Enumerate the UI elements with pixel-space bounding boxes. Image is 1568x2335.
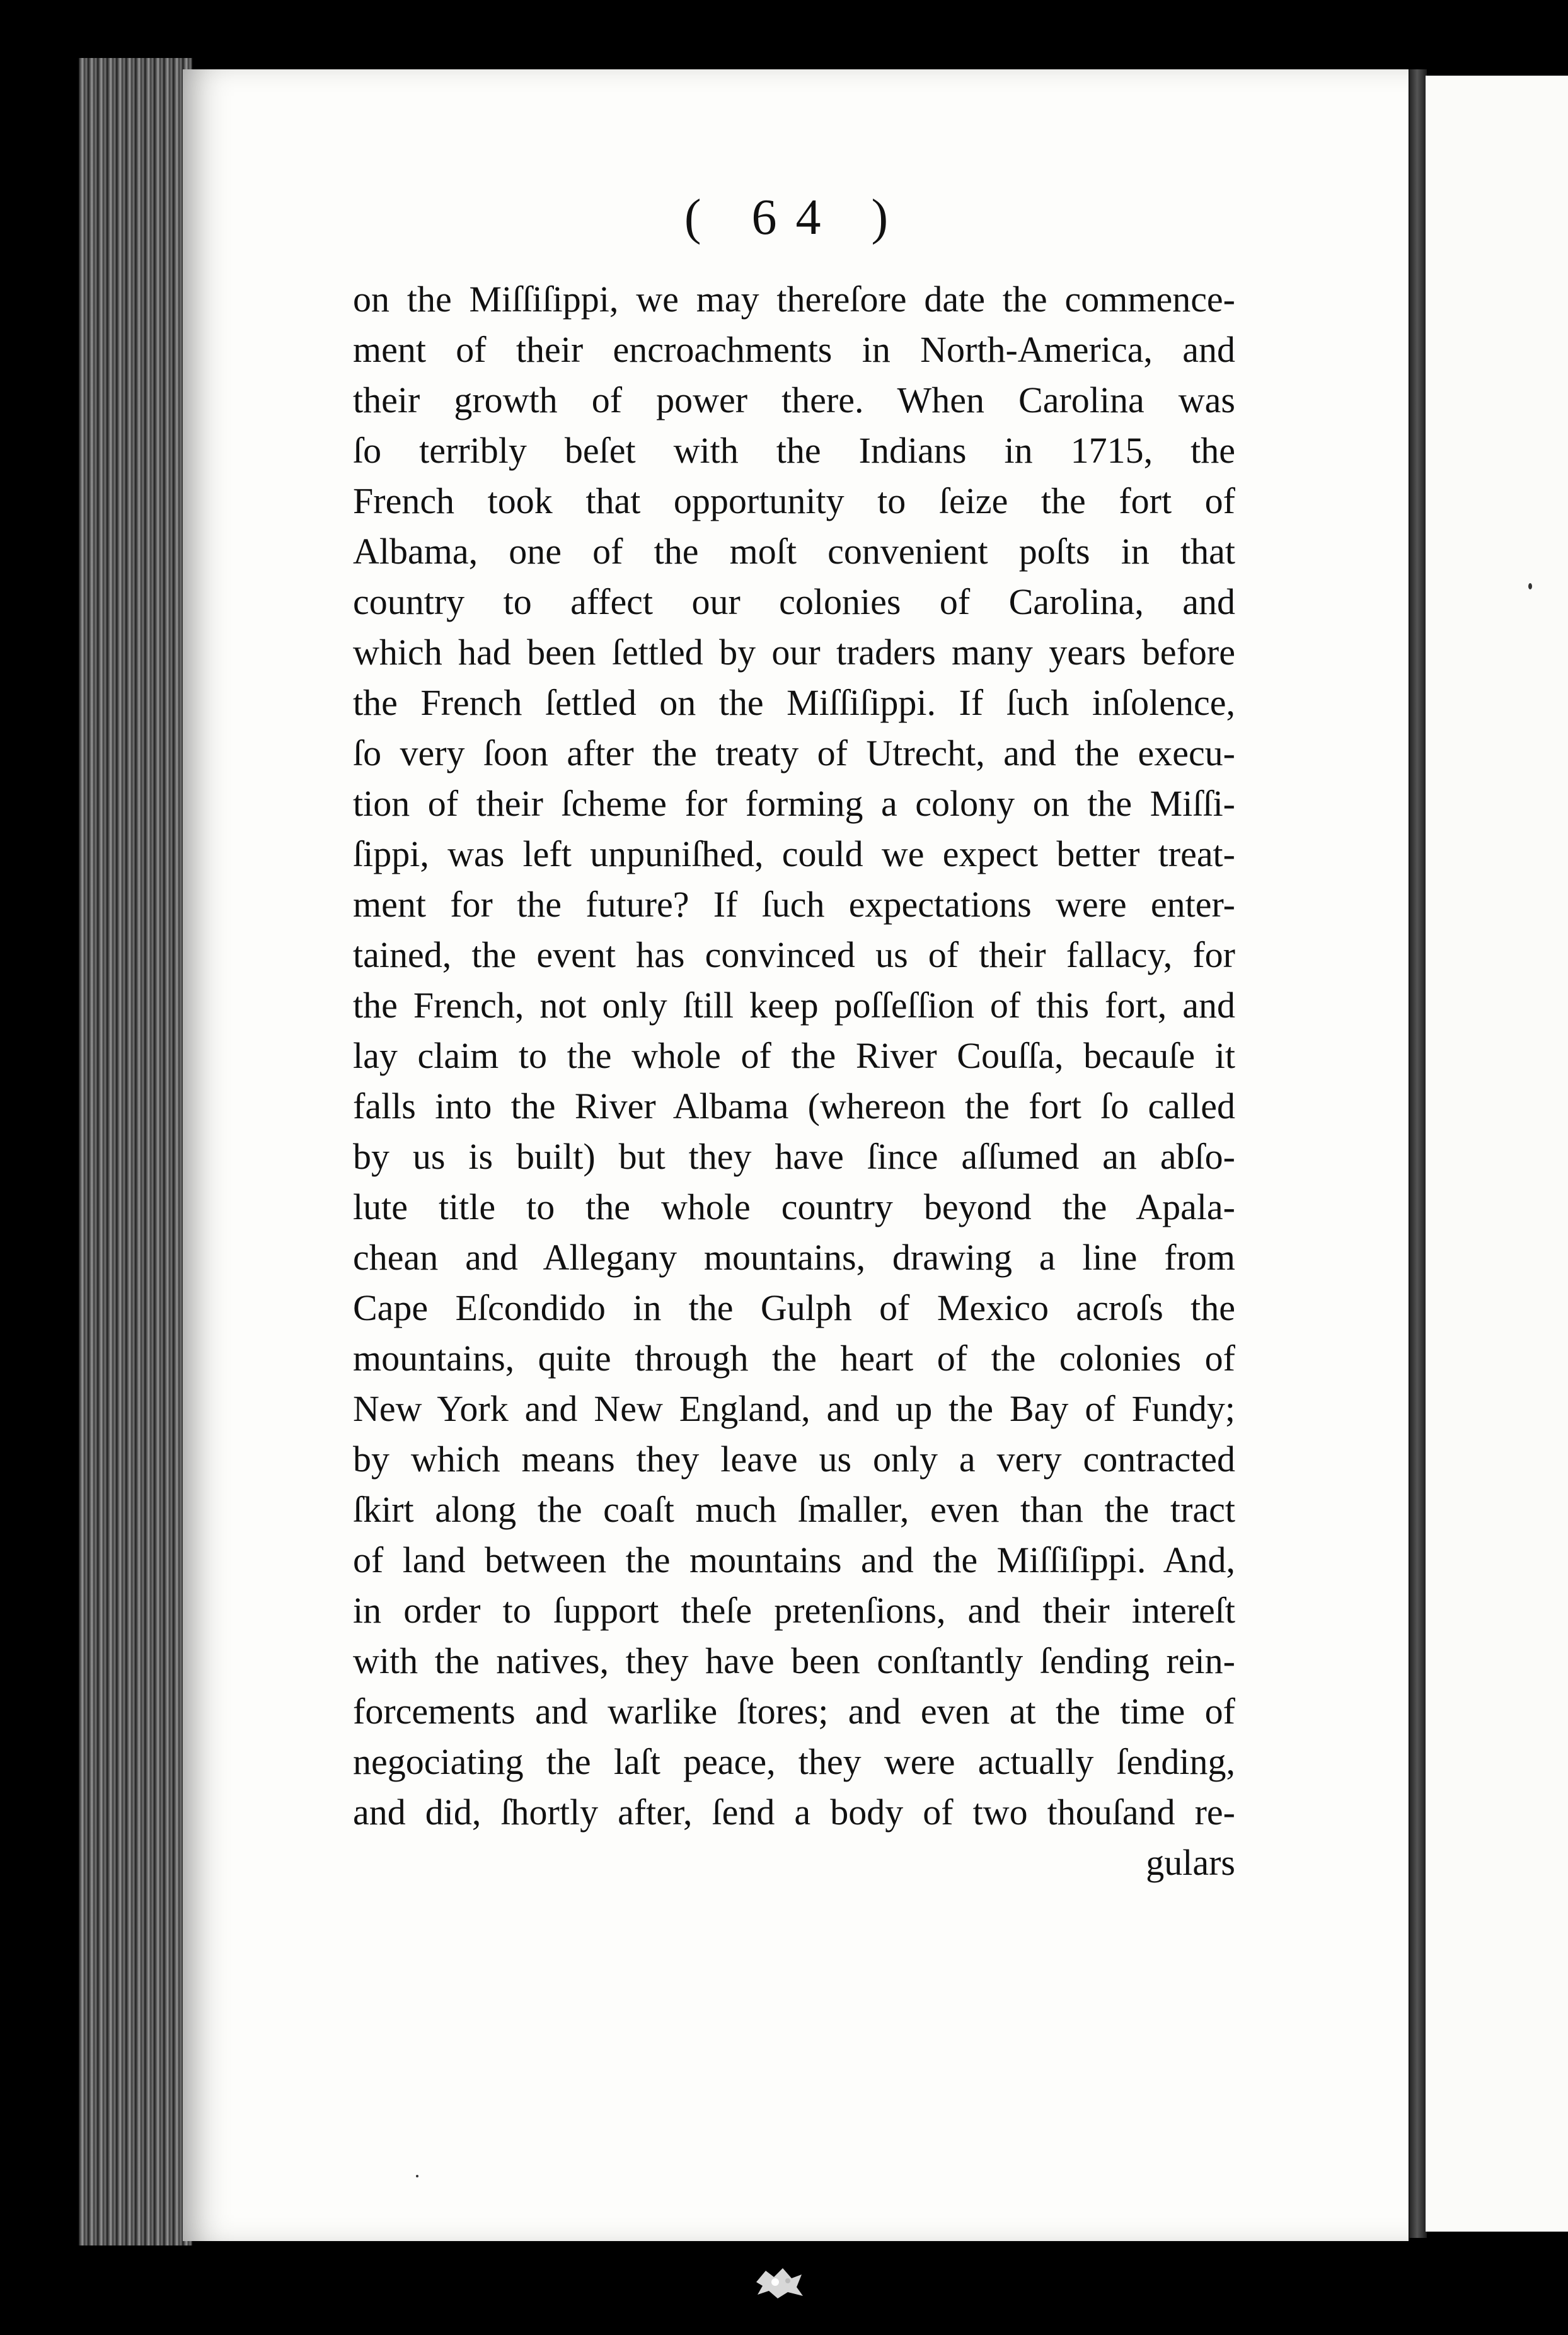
- ink-speck: [416, 2175, 418, 2177]
- text-line: Albama, one of the moſt convenient poſts in that: [353, 531, 1235, 572]
- text-line: ſippi, was left unpuniſhed, could we expect better treat-: [353, 833, 1235, 874]
- text-line: forcements and warlike ſtores; and even at the time of: [353, 1691, 1235, 1732]
- ink-speck: [1528, 583, 1532, 589]
- text-line: Cape Eſcondido in the Gulph of Mexico acroſs the: [353, 1287, 1235, 1328]
- text-line: lute title to the whole country beyond the Apala-: [353, 1186, 1235, 1227]
- text-line: New York and New England, and up the Bay of Fundy;: [353, 1388, 1235, 1429]
- text-line: their growth of power there. When Carolina was: [353, 380, 1235, 420]
- ink-blot: [750, 2263, 807, 2301]
- page-body-text: [353, 274, 1235, 1888]
- text-line: tion of their ſcheme for forming a colony on the Miſſi-: [353, 783, 1235, 824]
- text-line: falls into the River Albama (whereon the fort ſo called: [353, 1086, 1235, 1127]
- text-line: which had been ſettled by our traders many years before: [353, 632, 1235, 673]
- text-line: by us is built) but they have ſince aſſumed an abſo-: [353, 1136, 1235, 1177]
- text-line: tained, the event has convinced us of their fallacy, for: [353, 934, 1235, 975]
- catchword: gulars: [1146, 1842, 1235, 1883]
- text-line: with the natives, they have been conſtantly ſending rein-: [353, 1640, 1235, 1681]
- book-gutter: [1409, 69, 1427, 2238]
- text-line: chean and Allegany mountains, drawing a line from: [353, 1237, 1235, 1278]
- text-line: and did, ſhortly after, ſend a body of two thouſand re-: [353, 1792, 1235, 1833]
- text-line: French took that opportunity to ſeize the fort of: [353, 480, 1235, 521]
- page-number: ( 64 ): [684, 190, 908, 245]
- text-line: ſo very ſoon after the treaty of Utrecht, and the execu-: [353, 733, 1235, 774]
- text-line: ſo terribly beſet with the Indians in 1715, the: [353, 430, 1235, 471]
- text-line: the French ſettled on the Miſſiſippi. If ſuch inſolence,: [353, 682, 1235, 723]
- text-line: ment for the future? If ſuch expectations were enter-: [353, 884, 1235, 925]
- text-line: negociating the laſt peace, they were actually ſending,: [353, 1741, 1235, 1782]
- text-line: on the Miſſiſippi, we may thereſore date the commence-: [353, 279, 1235, 320]
- book-page: [183, 69, 1409, 2241]
- page-edges: [79, 58, 192, 2245]
- text-line: mountains, quite through the heart of the colonies of: [353, 1338, 1235, 1379]
- text-line: by which means they leave us only a very contracted: [353, 1439, 1235, 1480]
- text-line: of land between the mountains and the Miſſiſippi. And,: [353, 1539, 1235, 1580]
- text-line: the French, not only ſtill keep poſſeſſion of this fort, and: [353, 985, 1235, 1026]
- facing-page: [1426, 76, 1568, 2232]
- text-line: country to affect our colonies of Carolina, and: [353, 581, 1235, 622]
- text-line: lay claim to the whole of the River Couſſa, becauſe it: [353, 1035, 1235, 1076]
- text-line: in order to ſupport theſe pretenſions, and their intereſt: [353, 1590, 1235, 1631]
- text-line: ſkirt along the coaſt much ſmaller, even than the tract: [353, 1489, 1235, 1530]
- text-line: ment of their encroachments in North-America, and: [353, 329, 1235, 370]
